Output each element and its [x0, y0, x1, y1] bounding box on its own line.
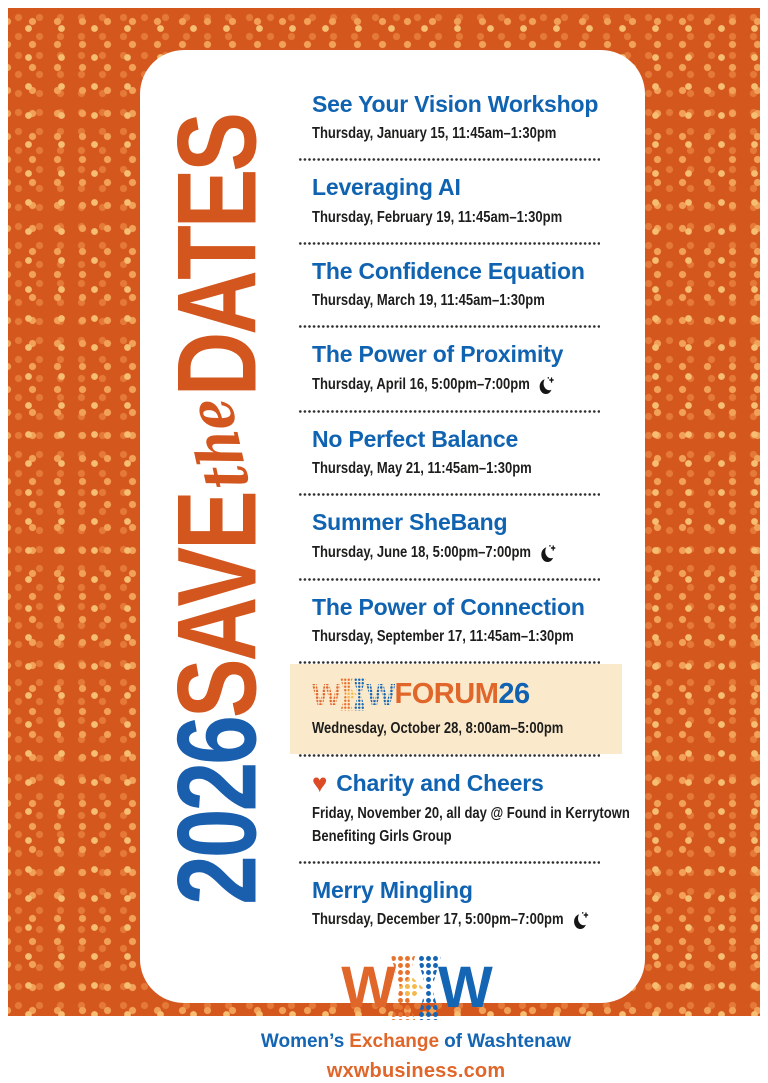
event-row-forum26-highlighted: [290, 664, 622, 754]
event-title: The Power of Connection: [312, 593, 585, 620]
event-datetime: Thursday, January 15, 11:45am–1:30pm: [312, 125, 557, 143]
event-datetime: Thursday, June 18, 5:00pm–7:00pm: [312, 544, 622, 563]
wxw-forum26-logo: [312, 678, 622, 711]
event-title: The Confidence Equation: [312, 257, 585, 284]
event-datetime: Friday, November 20, all day @ Found in Kerrytown: [312, 804, 630, 822]
event-title: Leveraging AI: [312, 174, 461, 201]
wxw-x-icon: [340, 678, 366, 711]
moon-star-icon: [540, 544, 556, 563]
event-title: No Perfect Balance: [312, 425, 519, 452]
event-row: [290, 757, 630, 860]
banner-dates: DATES: [155, 115, 280, 397]
event-row: [290, 413, 622, 493]
logo-letter-w-orange: W: [341, 954, 394, 1020]
org-name-women: Women’s: [260, 1030, 345, 1052]
event-title: The Power of Proximity: [312, 341, 564, 368]
org-name-exchange: Exchange: [349, 1030, 440, 1052]
event-row: [290, 864, 622, 945]
moon-star-icon: [539, 376, 555, 395]
banner-year: 2026: [155, 718, 280, 905]
event-datetime-line2: Benefiting Girls Group: [312, 827, 452, 845]
event-row: [290, 581, 622, 661]
logo-word-forum: FORUM: [394, 678, 499, 711]
event-card: [140, 50, 645, 1082]
wxw-x-icon: [390, 955, 442, 1021]
heart-icon: ♥: [312, 767, 328, 798]
moon-star-icon: [573, 911, 589, 930]
org-name-of-washtenaw: of Washtenaw: [444, 1030, 572, 1052]
vertical-banner-text: [155, 115, 280, 905]
event-title: Summer SheBang: [312, 509, 508, 536]
event-datetime: Thursday, April 16, 5:00pm–7:00pm: [312, 376, 622, 395]
event-row: [290, 161, 622, 241]
org-name: [250, 1031, 582, 1053]
event-datetime: Thursday, March 19, 11:45am–1:30pm: [312, 292, 545, 310]
logo-letter-w-blue: W: [366, 677, 395, 713]
event-row: [290, 496, 622, 577]
event-title: Merry Mingling: [312, 876, 473, 903]
event-datetime: Thursday, February 19, 11:45am–1:30pm: [312, 208, 563, 226]
event-title: [312, 767, 622, 798]
banner-the: the: [172, 393, 265, 494]
event-row: [290, 78, 622, 158]
event-datetime: Thursday, December 17, 5:00pm–7:00pm: [312, 911, 622, 930]
event-datetime: Thursday, September 17, 11:45am–1:30pm: [312, 628, 574, 646]
wxw-logo: [250, 955, 582, 1021]
vertical-banner: [148, 70, 288, 950]
event-row: [290, 328, 622, 409]
logo-letter-w-orange: W: [312, 677, 341, 713]
footer: [250, 955, 582, 1083]
event-title-text: Charity and Cheers: [336, 770, 544, 797]
logo-number-26: 26: [498, 678, 530, 711]
logo-letter-w-blue: W: [438, 954, 491, 1020]
event-list: [260, 78, 630, 1083]
event-row: [290, 245, 622, 325]
event-datetime: Thursday, May 21, 11:45am–1:30pm: [312, 460, 532, 478]
banner-save: SAVE: [155, 493, 280, 719]
event-datetime: Wednesday, October 28, 8:00am–5:00pm: [312, 720, 564, 738]
event-title: See Your Vision Workshop: [312, 91, 599, 117]
website-url: wxwbusiness.com: [326, 1059, 506, 1082]
